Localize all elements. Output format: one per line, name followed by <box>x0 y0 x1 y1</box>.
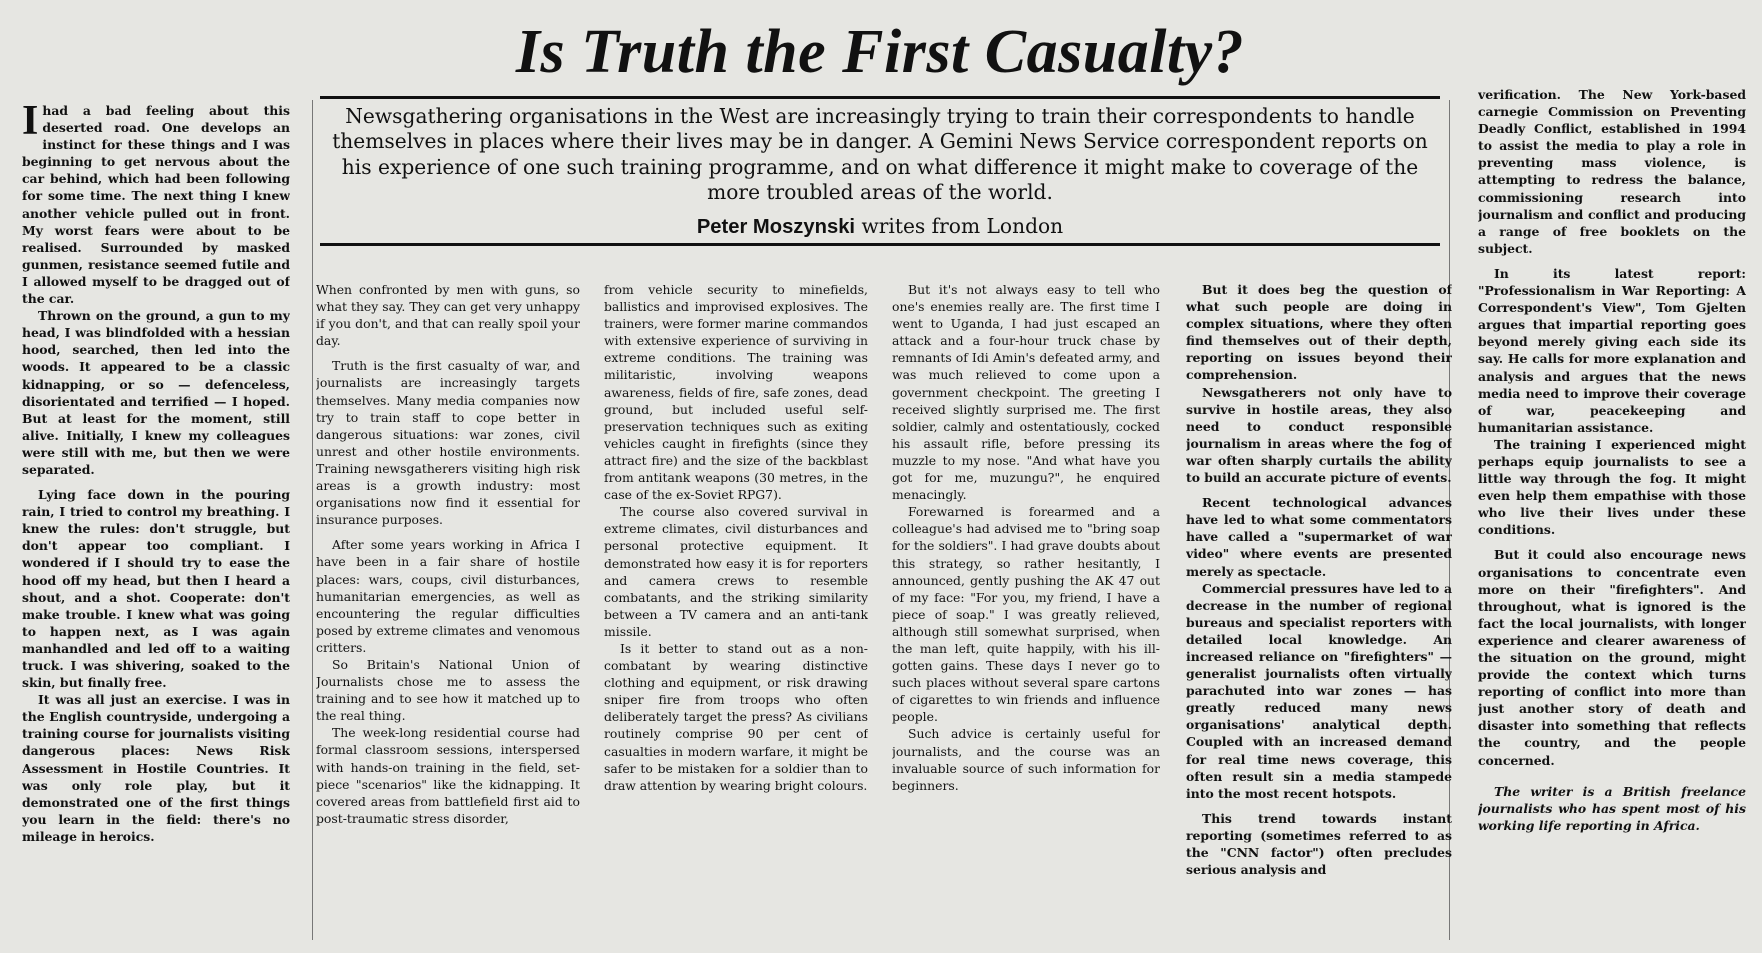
paragraph: After some years working in Africa I have been in a fair share of hostile places: wars, coups, civil disturbances, humanitarian emergencies, as well as encountering the regular difficulties posed by extreme climates and venomous critters. <box>316 537 580 655</box>
paragraph: Such advice is certainly useful for journalists, and the course was an invaluable source of such information for beginners. <box>892 726 1160 793</box>
paragraph: Truth is the first casualty of war, and journalists are increasingly targets themselves. Many media companies now try to train staff to cope better in dangerous situations: war zones, civil unrest and other hostile environments. Training newsgatherers visiting high risk areas is a growth industry: most organisations now find it essential for insurance purposes. <box>316 358 580 528</box>
paragraph: from vehicle security to minefields, ballistics and improvised explosives. The trainers, were former marine commandos with extensive experience of surviving in extreme conditions. The training was militaristic, involving weapons awareness, fields of fire, safe zones, dead ground, but included useful self-preservation techniques such as exiting vehicles caught in firefights (since they attract fire) and the size of the backblast from antitank weapons (30 metres, in the case of the ex-Soviet RPG7). <box>604 282 868 503</box>
deck-bottom-rule <box>320 243 1440 246</box>
paragraph: Forewarned is forearmed and a colleague's had advised me to "bring soap for the soldiers". I had grave doubts about this strategy, so rather hesitantly, I announced, gently pushing the AK 47 out of my face: "For you, my friend, I have a piece of soap." I was greatly relieved, although still somewhat surprised, when the man left, quite happily, with his ill-gotten gains. These days I never go to such places without several spare cartons of cigarettes to win friends and influence people. <box>892 504 1160 725</box>
paragraph: But it could also encourage news organisations to concentrate even more on their "firefighters". And throughout, what is ignored is the fact the local journalists, with longer experience and clearer awareness of the situation on the ground, might provide the context which turns reporting of conflict into more than just another story of death and disaster into something that reflects the country, and the people concerned. <box>1478 547 1746 768</box>
paragraph: But it's not always easy to tell who one's enemies really are. The first time I went to Uganda, I had just escaped an attack and a four-hour truck chase by remnants of Idi Amin's defeated army, and was much relieved to come upon a government checkpoint. The greeting I received slightly surprised me. The first soldier, calmly and ostentatiously, cocked his assault rifle, before pressing its muzzle to my nose. "And what have you got for me, muzungu?", he enquired menacingly. <box>892 282 1160 503</box>
headline: Is Truth the First Casualty? <box>515 18 1245 86</box>
column-6 <box>1478 86 1746 942</box>
paragraph: Lying face down in the pouring rain, I tried to control my breathing. I knew the rules: don't struggle, but don't appear too compliant. I wondered if I should try to ease the hood off my head, but then I heard a shout, and a shot. Cooperate: don't make trouble. I knew what was going to happen next, as I was again manhandled and led off to a waiting truck. I was shivering, soaked to the skin, but finally free. <box>22 487 290 691</box>
paragraph: It was all just an exercise. I was in the English countryside, undergoing a training course for journalists visiting dangerous places: News Risk Assessment in Hostile Countries. It was only role play, but it demonstrated one of the first things you learn in the field: there's no mileage in heroics. <box>22 692 290 844</box>
paragraph: But it does beg the question of what such people are doing in complex situations, where they often find themselves out of their depth, reporting on issues beyond their comprehension. <box>1186 282 1452 383</box>
byline-author: Peter Moszynski <box>696 216 856 238</box>
paragraph: Recent technological advances have led to what some commentators have called a "supermarket of war video" where events are presented merely as spectacle. <box>1186 495 1452 579</box>
column-2 <box>316 281 580 941</box>
paragraph: verification. The New York-based carnegie Commission on Preventing Deadly Conflict, established in 1994 to assist the media to play a role in preventing mass violence, is attempting to redress the balance, commissioning research into journalism and conflict and producing a range of free booklets on the subject. <box>1478 87 1746 256</box>
byline-rest: writes from London <box>861 214 1064 238</box>
column-5 <box>1186 281 1452 941</box>
paragraph: In its latest report: "Professionalism in War Reporting: A Correspondent's View", Tom Gjelten argues that impartial reporting goes beyond merely giving each side its say. He calls for more explanation and analysis and argues that the news media need to improve their coverage of war, peacekeeping and humanitarian assistance. <box>1478 265 1746 435</box>
paragraph: This trend towards instant reporting (sometimes referred to as the "CNN factor") often precludes serious analysis and <box>1186 810 1452 878</box>
paragraph: Newsgatherers not only have to survive in hostile areas, they also need to conduct responsible journalism in areas where the fog of war often sharply curtails the ability to build an accurate picture of events. <box>1186 384 1452 486</box>
author-note: The writer is a British freelance journalists who has spent most of his working life reporting in Africa. <box>1478 783 1746 833</box>
column-4 <box>892 281 1160 941</box>
paragraph: Commercial pressures have led to a decrease in the number of regional bureaus and specialist reporters with detailed local knowledge. An increased reliance on "firefighters" — generalist journalists often virtually parachuted into war zones — has greatly reduced many news organisations' analytical depth. Coupled with an increased demand for real time news coverage, this often result sin a media stampede into the most recent hotspots. <box>1186 580 1452 801</box>
paragraph: The training I experienced might perhaps equip journalists to see a little way through the fog. It might even help them empathise with those who live their lives under these conditions. <box>1478 436 1746 538</box>
column-3 <box>604 281 868 941</box>
byline <box>330 213 1430 240</box>
column-1 <box>22 102 290 942</box>
paragraph: So Britain's National Union of Journalists chose me to assess the training and to see how it matched up to the real thing. <box>316 656 580 724</box>
deck: Newsgathering organisations in the West are increasingly trying to train their correspondents to handle themselves in places where their lives may be in danger. A Gemini News Service correspondent reports on his experience of one such training programme, and on what difference it might make to coverage of the more troubled areas of the world. <box>332 104 1428 204</box>
paragraph: Thrown on the ground, a gun to my head, I was blindfolded with a hessian hood, searched, then led into the woods. It appeared to be a classic kidnapping, or so — defenceless, disorientated and terrified — I hoped. But at least for the moment, still alive. Initially, I knew my colleagues were still with me, but then we were separated. <box>22 308 290 477</box>
paragraph: The week-long residential course had formal classroom sessions, interspersed with hands-on training in the field, set-piece "scenarios" like the kidnapping. It covered areas from battlefield first aid to post-traumatic stress disorder, <box>316 725 580 826</box>
paragraph: When confronted by men with guns, so what they say. They can get very unhappy if you don't, and that can really spoil your day. <box>316 282 580 349</box>
paragraph: had a bad feeling about this deserted road. One develops an instinct for these things and I was beginning to get nervous about the car behind, which had been following for some time. The next thing I knew another vehicle pulled out in front. My worst fears were about to be realised. Surrounded by masked gunmen, resistance seemed futile and I allowed myself to be dragged out of the car. <box>22 103 290 307</box>
deck-top-rule <box>320 96 1440 99</box>
column-divider <box>312 100 313 940</box>
paragraph: The course also covered survival in extreme climates, civil disturbances and personal protective equipment. It demonstrated how easy it is for reporters and camera crews to resemble combatants, and the striking similarity between a TV camera and an anti-tank missile. <box>604 504 868 639</box>
drop-cap: I <box>22 102 39 144</box>
paragraph: Is it better to stand out as a non-combatant by wearing distinctive clothing and equipment, or risk drawing sniper fire from troops who often deliberately target the press? As civilians routinely comprise 90 per cent of casualties in modern warfare, it might be safer to be mistaken for a soldier than to draw attention by wearing bright colours. <box>604 640 868 793</box>
